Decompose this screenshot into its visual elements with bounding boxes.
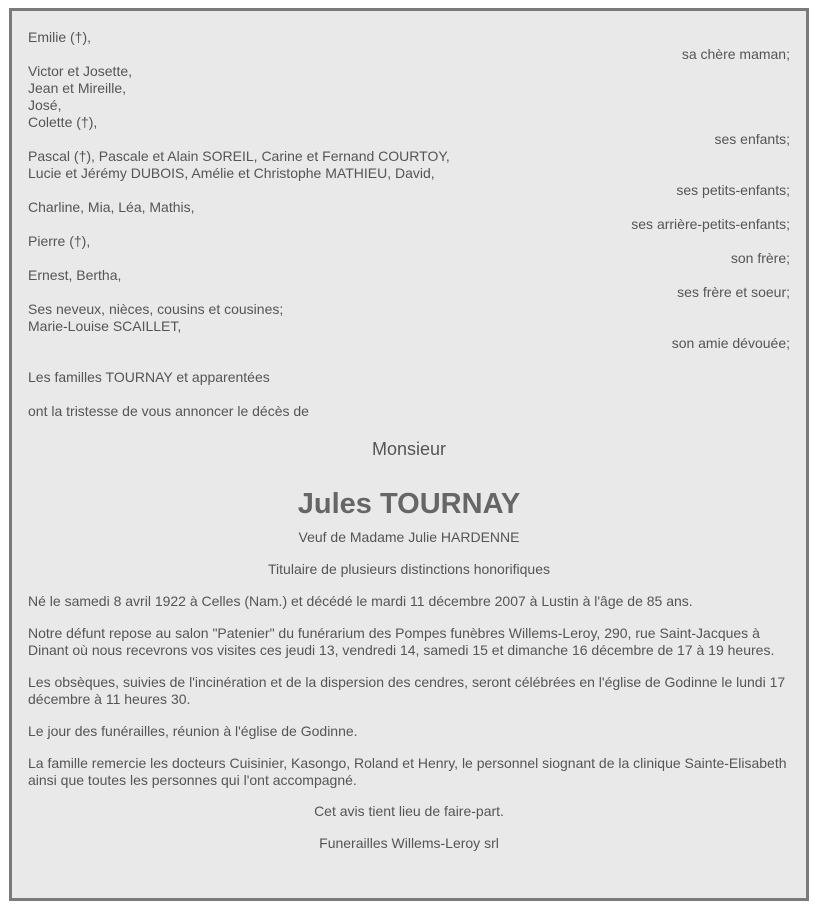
relation-label: son amie dévouée; <box>671 335 790 351</box>
relation-label: son frère; <box>730 250 790 266</box>
announcement-line: ont la tristesse de vous annoncer le décès de <box>28 403 309 419</box>
widower-line: Veuf de Madame Julie HARDENNE <box>298 529 520 545</box>
family-line: Marie-Louise SCAILLET, <box>28 318 182 334</box>
relation-label: ses arrière-petits-enfants; <box>631 216 790 232</box>
rest-paragraph: Notre défunt repose au salon "Patenier" du funérarium des Pompes funèbres Willems-Leroy, 290, rue Saint-Jacques à Dinant où nous recevrons vos visites ces jeudi 13, vendredi 14, samedi 15 et dimanche 16 décembre de 17 à 19 heures. <box>28 625 775 658</box>
family-line: Pierre (†), <box>28 233 91 249</box>
family-line: Victor et Josette, <box>28 63 133 79</box>
obituary-content <box>28 29 790 852</box>
thanks-paragraph: La famille remercie les docteurs Cuisinier, Kasongo, Roland et Henry, le personnel siognant de la clinique Sainte-Elisabeth ainsi que toutes les personnes qui l'ont accompagné. <box>28 755 787 788</box>
family-line: Pascal (†), Pascale et Alain SOREIL, Carine et Fernand COURTOY, <box>28 148 450 164</box>
undertaker-line: Funerailles Willems-Leroy srl <box>319 835 499 851</box>
meeting-paragraph: Le jour des funérailles, réunion à l'église de Godinne. <box>28 723 358 739</box>
family-line: Emilie (†), <box>28 29 92 45</box>
salutation: Monsieur <box>371 439 447 459</box>
funeral-paragraph: Les obsèques, suivies de l'incinération et de la dispersion des cendres, seront célébrées en l'église de Godinne le lundi 17 décembre à 11 heures 30. <box>28 674 786 707</box>
family-line: Jean et Mireille, <box>28 80 127 96</box>
relation-label: ses frère et soeur; <box>677 284 790 300</box>
families-line: Les familles TOURNAY et apparentées <box>28 369 270 385</box>
family-line: Colette (†), <box>28 114 98 130</box>
relation-label: sa chère maman; <box>681 46 790 62</box>
family-line: José, <box>28 97 62 113</box>
birth-paragraph: Né le samedi 8 avril 1922 à Celles (Nam.) et décédé le mardi 11 décembre 2007 à Lustin à l'âge de 85 ans. <box>28 593 693 609</box>
family-line: Charline, Mia, Léa, Mathis, <box>28 199 195 215</box>
family-line: Ses neveux, nièces, cousins et cousines; <box>28 301 284 317</box>
family-line: Lucie et Jérémy DUBOIS, Amélie et Christophe MATHIEU, David, <box>28 165 435 181</box>
obituary-frame <box>9 8 809 901</box>
family-line: Ernest, Bertha, <box>28 267 122 283</box>
deceased-name: Jules TOURNAY <box>297 488 521 520</box>
honors-line: Titulaire de plusieurs distinctions honorifiques <box>268 561 550 577</box>
notice-line: Cet avis tient lieu de faire-part. <box>314 803 504 819</box>
relation-label: ses enfants; <box>714 131 790 147</box>
relation-label: ses petits-enfants; <box>676 182 790 198</box>
